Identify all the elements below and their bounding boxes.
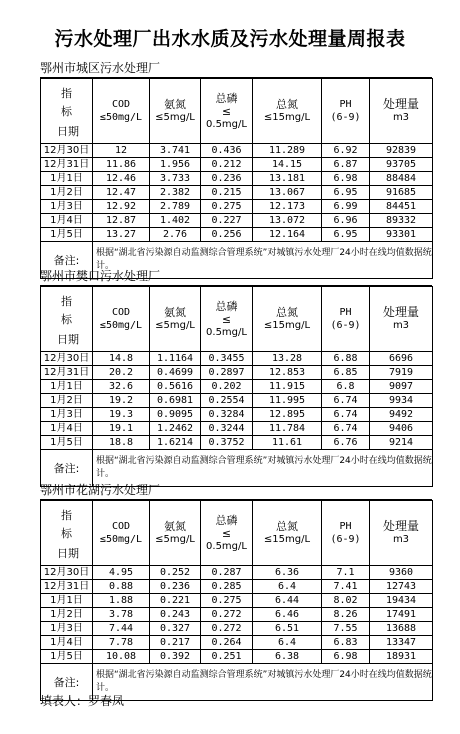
header-tn <box>253 287 322 352</box>
cell-cod: 12.46 <box>93 172 150 186</box>
header-tn-limit: ≤15mg/L <box>263 534 311 545</box>
cell-ph: 7.1 <box>322 566 370 580</box>
cell-date: 12月30日 <box>41 352 93 366</box>
header-ph-name: PH <box>339 99 352 110</box>
header-corner-mid: 标 <box>61 105 72 118</box>
cell-tn: 14.15 <box>253 158 322 172</box>
table-row <box>41 144 433 158</box>
header-corner-mid: 标 <box>61 313 72 326</box>
cell-cod: 13.27 <box>93 228 150 242</box>
cell-ph: 6.74 <box>322 394 370 408</box>
plant-section-1 <box>40 60 432 279</box>
cell-tn: 12.895 <box>253 408 322 422</box>
header-tn <box>253 79 322 144</box>
cell-tp: 0.285 <box>201 580 253 594</box>
header-tp-sym: ≤ <box>221 526 232 540</box>
cell-date: 1月4日 <box>41 214 93 228</box>
header-tn-name: 总氮 <box>276 98 298 111</box>
cell-cod: 19.3 <box>93 408 150 422</box>
plant-name: 鄂州市花湖污水处理厂 <box>40 482 432 500</box>
header-nh3-name: 氨氮 <box>164 98 186 111</box>
cell-cod: 7.78 <box>93 636 150 650</box>
table-row <box>41 636 433 650</box>
header-tn-name: 总氮 <box>276 306 298 319</box>
water-quality-table <box>40 286 433 487</box>
plant-name: 鄂州市樊口污水处理厂 <box>40 268 432 286</box>
header-flow <box>370 501 433 566</box>
cell-nh3: 1.402 <box>150 214 201 228</box>
header-tp-limit: 0.5mg/L <box>206 326 247 338</box>
header-nh3 <box>150 287 201 352</box>
cell-nh3: 1.6214 <box>150 436 201 450</box>
cell-tp: 0.251 <box>201 650 253 664</box>
cell-ph: 6.87 <box>322 158 370 172</box>
cell-cod: 12.92 <box>93 200 150 214</box>
cell-tp: 0.272 <box>201 622 253 636</box>
water-quality-table <box>40 78 433 279</box>
filled-by: 填表人：罗春凤 <box>40 694 125 708</box>
cell-date: 1月5日 <box>41 228 93 242</box>
cell-tn: 11.784 <box>253 422 322 436</box>
header-cod-name: COD <box>111 307 131 318</box>
header-cod-name: COD <box>111 99 131 110</box>
cell-cod: 3.78 <box>93 608 150 622</box>
cell-tn: 6.4 <box>253 580 322 594</box>
header-cod-limit: ≤50mg/L <box>99 534 143 545</box>
cell-cod: 18.8 <box>93 436 150 450</box>
cell-cod: 0.88 <box>93 580 150 594</box>
table-row <box>41 408 433 422</box>
cell-flow: 9406 <box>370 422 433 436</box>
cell-tp: 0.2897 <box>201 366 253 380</box>
header-corner-date: 日期 <box>57 125 79 138</box>
header-tp-limit: 0.5mg/L <box>206 118 247 130</box>
header-tn-limit: ≤15mg/L <box>263 112 311 123</box>
cell-cod: 10.08 <box>93 650 150 664</box>
cell-tp: 0.212 <box>201 158 253 172</box>
cell-flow: 12743 <box>370 580 433 594</box>
header-tp <box>201 287 253 352</box>
header-flow-name: 处理量 <box>382 305 419 319</box>
header-flow-unit: m3 <box>392 112 410 123</box>
header-tn <box>253 501 322 566</box>
cell-flow: 13688 <box>370 622 433 636</box>
table-row <box>41 186 433 200</box>
cell-tp: 0.275 <box>201 594 253 608</box>
header-flow <box>370 287 433 352</box>
cell-flow: 9934 <box>370 394 433 408</box>
header-ph-name: PH <box>339 521 352 532</box>
cell-cod: 12.47 <box>93 186 150 200</box>
cell-date: 1月1日 <box>41 594 93 608</box>
cell-ph: 6.74 <box>322 422 370 436</box>
header-ph-limit: (6-9) <box>330 320 361 331</box>
cell-tn: 11.289 <box>253 144 322 158</box>
table-row <box>41 172 433 186</box>
header-nh3 <box>150 79 201 144</box>
cell-nh3: 1.1164 <box>150 352 201 366</box>
table-row <box>41 158 433 172</box>
header-cod <box>93 501 150 566</box>
header-corner-date: 日期 <box>57 547 79 560</box>
header-corner-top: 指 <box>61 509 72 522</box>
cell-tp: 0.272 <box>201 608 253 622</box>
cell-nh3: 1.956 <box>150 158 201 172</box>
cell-nh3: 1.2462 <box>150 422 201 436</box>
header-ph <box>322 501 370 566</box>
cell-cod: 7.44 <box>93 622 150 636</box>
cell-flow: 88484 <box>370 172 433 186</box>
cell-nh3: 0.5616 <box>150 380 201 394</box>
header-corner <box>41 79 93 144</box>
cell-tp: 0.3752 <box>201 436 253 450</box>
cell-flow: 9492 <box>370 408 433 422</box>
table-row <box>41 566 433 580</box>
cell-flow: 84451 <box>370 200 433 214</box>
note-label: 备注: <box>41 242 93 279</box>
table-row <box>41 422 433 436</box>
note-text: 根据“湖北省污染源自动监测综合管理系统”对城镇污水处理厂24小时在线均值数据统计。 <box>93 450 433 487</box>
cell-tp: 0.3284 <box>201 408 253 422</box>
table-row <box>41 394 433 408</box>
note-text: 根据“湖北省污染源自动监测综合管理系统”对城镇污水处理厂24小时在线均值数据统计。 <box>93 664 433 701</box>
cell-date: 1月2日 <box>41 608 93 622</box>
cell-tn: 11.61 <box>253 436 322 450</box>
cell-nh3: 2.76 <box>150 228 201 242</box>
cell-tp: 0.236 <box>201 172 253 186</box>
table-row <box>41 352 433 366</box>
cell-nh3: 0.9095 <box>150 408 201 422</box>
cell-ph: 8.02 <box>322 594 370 608</box>
header-nh3 <box>150 501 201 566</box>
cell-tp: 0.2554 <box>201 394 253 408</box>
cell-tn: 11.915 <box>253 380 322 394</box>
cell-tp: 0.275 <box>201 200 253 214</box>
header-tp-name: 总磷 <box>215 299 238 313</box>
plant-section-2 <box>40 268 432 487</box>
table-row <box>41 436 433 450</box>
cell-ph: 6.85 <box>322 366 370 380</box>
cell-tp: 0.3244 <box>201 422 253 436</box>
cell-nh3: 0.327 <box>150 622 201 636</box>
table-row <box>41 228 433 242</box>
header-flow-unit: m3 <box>392 534 410 545</box>
header-flow-name: 处理量 <box>382 519 419 533</box>
cell-tn: 6.46 <box>253 608 322 622</box>
cell-nh3: 0.6981 <box>150 394 201 408</box>
cell-flow: 17491 <box>370 608 433 622</box>
cell-date: 12月31日 <box>41 366 93 380</box>
table-row <box>41 200 433 214</box>
cell-nh3: 0.236 <box>150 580 201 594</box>
cell-date: 1月1日 <box>41 172 93 186</box>
header-flow <box>370 79 433 144</box>
header-nh3-name: 氨氮 <box>164 520 186 533</box>
cell-flow: 89332 <box>370 214 433 228</box>
cell-tn: 6.44 <box>253 594 322 608</box>
cell-date: 1月2日 <box>41 186 93 200</box>
header-corner-top: 指 <box>61 87 72 100</box>
cell-flow: 93301 <box>370 228 433 242</box>
header-corner-top: 指 <box>61 295 72 308</box>
cell-date: 1月1日 <box>41 380 93 394</box>
cell-date: 1月3日 <box>41 200 93 214</box>
cell-flow: 9360 <box>370 566 433 580</box>
cell-tn: 6.38 <box>253 650 322 664</box>
header-nh3-name: 氨氮 <box>164 306 186 319</box>
cell-tp: 0.436 <box>201 144 253 158</box>
cell-ph: 6.99 <box>322 200 370 214</box>
cell-ph: 6.95 <box>322 186 370 200</box>
header-flow-name: 处理量 <box>382 97 419 111</box>
cell-date: 1月2日 <box>41 394 93 408</box>
cell-ph: 6.88 <box>322 352 370 366</box>
cell-flow: 93705 <box>370 158 433 172</box>
cell-ph: 6.98 <box>322 650 370 664</box>
cell-date: 12月31日 <box>41 580 93 594</box>
cell-cod: 12.87 <box>93 214 150 228</box>
cell-ph: 6.95 <box>322 228 370 242</box>
note-text: 根据“湖北省污染源自动监测综合管理系统”对城镇污水处理厂24小时在线均值数据统计。 <box>93 242 433 279</box>
note-label: 备注: <box>41 664 93 701</box>
report-title: 污水处理厂出水水质及污水处理量周报表 <box>54 28 406 50</box>
cell-flow: 7919 <box>370 366 433 380</box>
table-row <box>41 594 433 608</box>
header-flow-unit: m3 <box>392 320 410 331</box>
cell-cod: 4.95 <box>93 566 150 580</box>
plant-name: 鄂州市城区污水处理厂 <box>40 60 432 78</box>
cell-flow: 91685 <box>370 186 433 200</box>
header-corner <box>41 501 93 566</box>
note-label: 备注: <box>41 450 93 487</box>
cell-tp: 0.3455 <box>201 352 253 366</box>
table-header-row <box>41 501 433 566</box>
cell-nh3: 3.733 <box>150 172 201 186</box>
cell-ph: 7.55 <box>322 622 370 636</box>
cell-nh3: 3.741 <box>150 144 201 158</box>
cell-flow: 18931 <box>370 650 433 664</box>
cell-ph: 6.83 <box>322 636 370 650</box>
table-row <box>41 650 433 664</box>
table-header-row <box>41 287 433 352</box>
cell-tp: 0.264 <box>201 636 253 650</box>
header-ph <box>322 287 370 352</box>
cell-tp: 0.256 <box>201 228 253 242</box>
header-tn-name: 总氮 <box>276 520 298 533</box>
cell-flow: 9214 <box>370 436 433 450</box>
cell-cod: 1.88 <box>93 594 150 608</box>
cell-tp: 0.202 <box>201 380 253 394</box>
table-row <box>41 380 433 394</box>
header-tp-sym: ≤ <box>221 104 232 118</box>
cell-nh3: 0.252 <box>150 566 201 580</box>
cell-date: 1月4日 <box>41 422 93 436</box>
cell-tn: 6.51 <box>253 622 322 636</box>
cell-flow: 19434 <box>370 594 433 608</box>
cell-cod: 11.86 <box>93 158 150 172</box>
header-tp <box>201 79 253 144</box>
cell-flow: 6696 <box>370 352 433 366</box>
header-cod <box>93 287 150 352</box>
plant-section-3 <box>40 482 432 701</box>
cell-flow: 92839 <box>370 144 433 158</box>
table-row <box>41 622 433 636</box>
table-row <box>41 366 433 380</box>
cell-nh3: 2.789 <box>150 200 201 214</box>
cell-nh3: 0.221 <box>150 594 201 608</box>
header-corner-date: 日期 <box>57 333 79 346</box>
header-corner <box>41 287 93 352</box>
header-cod-limit: ≤50mg/L <box>99 112 143 123</box>
cell-tn: 13.072 <box>253 214 322 228</box>
cell-date: 1月5日 <box>41 650 93 664</box>
cell-ph: 7.41 <box>322 580 370 594</box>
header-cod-limit: ≤50mg/L <box>99 320 143 331</box>
cell-date: 12月31日 <box>41 158 93 172</box>
cell-date: 12月30日 <box>41 144 93 158</box>
header-nh3-limit: ≤5mg/L <box>155 112 195 123</box>
header-cod-name: COD <box>111 521 131 532</box>
cell-tn: 6.4 <box>253 636 322 650</box>
cell-tn: 13.28 <box>253 352 322 366</box>
header-tp-limit: 0.5mg/L <box>206 540 247 552</box>
cell-tp: 0.287 <box>201 566 253 580</box>
cell-flow: 13347 <box>370 636 433 650</box>
cell-ph: 6.8 <box>322 380 370 394</box>
header-ph-name: PH <box>339 307 352 318</box>
cell-nh3: 2.382 <box>150 186 201 200</box>
header-tn-limit: ≤15mg/L <box>263 320 311 331</box>
cell-cod: 19.1 <box>93 422 150 436</box>
cell-date: 1月3日 <box>41 622 93 636</box>
cell-ph: 6.92 <box>322 144 370 158</box>
header-corner-mid: 标 <box>61 527 72 540</box>
cell-ph: 6.74 <box>322 408 370 422</box>
water-quality-table <box>40 500 433 701</box>
cell-tn: 12.853 <box>253 366 322 380</box>
cell-date: 1月3日 <box>41 408 93 422</box>
cell-tp: 0.227 <box>201 214 253 228</box>
cell-nh3: 0.4699 <box>150 366 201 380</box>
cell-nh3: 0.217 <box>150 636 201 650</box>
cell-ph: 6.96 <box>322 214 370 228</box>
cell-date: 12月30日 <box>41 566 93 580</box>
cell-tn: 12.173 <box>253 200 322 214</box>
cell-tn: 12.164 <box>253 228 322 242</box>
cell-tn: 13.181 <box>253 172 322 186</box>
header-tp <box>201 501 253 566</box>
cell-date: 1月5日 <box>41 436 93 450</box>
table-row <box>41 580 433 594</box>
header-tp-sym: ≤ <box>221 312 232 326</box>
header-ph-limit: (6-9) <box>330 112 361 123</box>
cell-tn: 11.995 <box>253 394 322 408</box>
cell-ph: 8.26 <box>322 608 370 622</box>
cell-tn: 6.36 <box>253 566 322 580</box>
header-tp-name: 总磷 <box>215 91 238 105</box>
cell-cod: 12 <box>93 144 150 158</box>
header-nh3-limit: ≤5mg/L <box>155 534 195 545</box>
note-row <box>41 450 433 487</box>
cell-nh3: 0.392 <box>150 650 201 664</box>
cell-ph: 6.98 <box>322 172 370 186</box>
cell-flow: 9097 <box>370 380 433 394</box>
header-ph-limit: (6-9) <box>330 534 361 545</box>
cell-tn: 13.067 <box>253 186 322 200</box>
cell-cod: 14.8 <box>93 352 150 366</box>
table-row <box>41 214 433 228</box>
header-cod <box>93 79 150 144</box>
table-row <box>41 608 433 622</box>
header-tp-name: 总磷 <box>215 513 238 527</box>
header-ph <box>322 79 370 144</box>
cell-cod: 19.2 <box>93 394 150 408</box>
header-nh3-limit: ≤5mg/L <box>155 320 195 331</box>
cell-date: 1月4日 <box>41 636 93 650</box>
cell-cod: 32.6 <box>93 380 150 394</box>
cell-nh3: 0.243 <box>150 608 201 622</box>
cell-tp: 0.215 <box>201 186 253 200</box>
cell-ph: 6.76 <box>322 436 370 450</box>
cell-cod: 20.2 <box>93 366 150 380</box>
table-header-row <box>41 79 433 144</box>
